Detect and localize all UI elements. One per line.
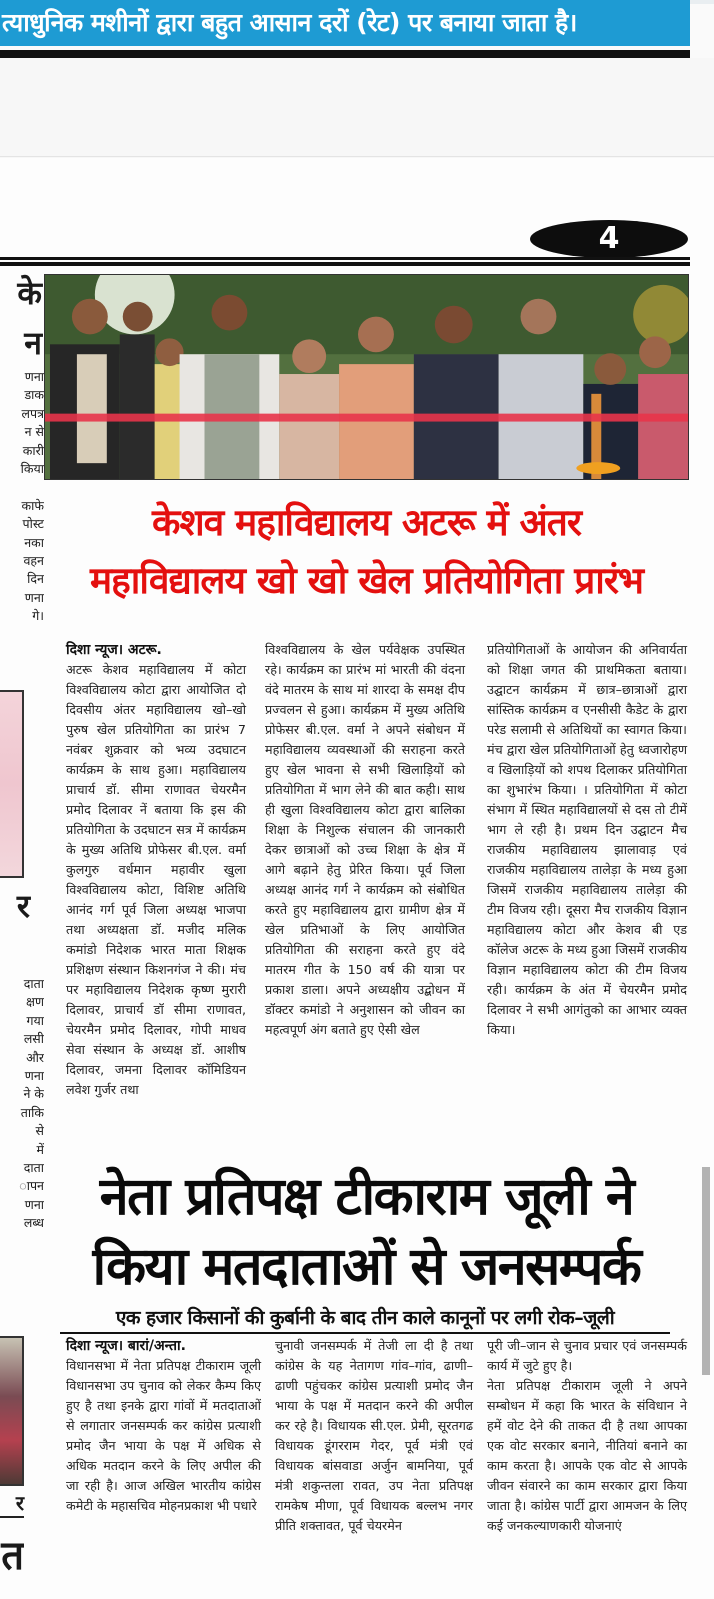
divider: [0, 262, 690, 266]
clipped-text-line: पोस्ट: [22, 516, 44, 532]
headline-line: केशव महाविद्यालय अटरू में अंतर: [152, 501, 581, 544]
clipped-headline: र: [16, 887, 30, 925]
advertisement-banner: त्याधुनिक मशीनों द्वारा बहुत आसान दरों (रेट) पर बनाया जाता है।: [0, 0, 690, 46]
scrollbar-thumb[interactable]: [702, 1167, 710, 1375]
headline-line: नेता प्रतिपक्ष टीकाराम जूली ने: [99, 1167, 634, 1227]
clipped-text-line: णना: [24, 1196, 44, 1212]
clipped-text-line: ने के: [23, 1086, 44, 1102]
article-column: [66, 640, 246, 1100]
clipped-text-line: णना: [24, 1068, 44, 1084]
article-headline: [44, 1162, 689, 1302]
clipped-text-line: न से: [24, 424, 44, 440]
clipped-image: [0, 690, 24, 878]
clipped-text-line: दिन: [27, 571, 44, 587]
article-text: अटरू केशव महाविद्यालय में कोटा विश्वविद्यालय कोटा द्वारा आयोजित दो दिवसीय अंतर महाविद्यालय खो–खो पुरुष खेल प्रतियोगिता का प्रारंभ 7 नवंबर शुक्रवार को भव्य उदघाटन कार्यक्रम के साथ हुआ। महाविद्यालय प्राचार्य डॉ. सीमा राणावत चेयरमैन प्रमोद दिलावर नें बताया कि इस की प्रतियोगिता के उदघाटन सत्र में कार्यक्रम के मुख्य अतिथि प्रोफेसर बी.एल. वर्मा कुलगुरु वर्धमान महावीर खुला विश्वविद्यालय कोटा, विशिष्ट अतिथि आनंद गर्ग पूर्व जिला अध्यक्ष भाजपा तथा अध्यक्षता डॉ. मजीद मलिक कमांडो निदेशक भारत माता शिक्षक प्रशिक्षण संस्थान किशनगंज ने की। मंच पर महाविद्यालय निदेशक कृष्ण मुरारी दिलावर, प्राचार्य डॉ सीमा राणावत, चेयरमैन प्रमोद दिलावर, गोपी माधव सेवा संस्थान के अध्यक्ष डॉ. आशीष दिलावर, जमना दिलावर कॉमिडियन लवेश गुर्जर तथा: [66, 662, 246, 1097]
headline-line: किया मतदाताओं से जनसम्पर्क: [92, 1237, 641, 1297]
clipped-subheadline: र: [0, 1490, 24, 1518]
divider: [0, 257, 690, 260]
byline: दिशा न्यूज। अटरू.: [66, 642, 162, 658]
article-text: विधानसभा में नेता प्रतिपक्ष टीकाराम जूली विधानसभा उप चुनाव को लेकर कैम्प किए हुए है तथा इनके द्वारा गांवों में मतदाताओं से लगातार जनसम्पर्क कर कांग्रेस प्रत्याशी प्रमोद जैन भाया के पक्ष में अधिक से अधिक मतदान करने के लिए अपील की जा रही है। आज अखिल भारतीय कांग्रेस कमेटी के महासचिव मोहनप्रकाश भी पधारे: [66, 1358, 261, 1513]
clipped-text-line: गे।: [32, 608, 44, 624]
ribbon-cutting-photo: [44, 274, 689, 480]
article-text: विश्वविद्यालय के खेल पर्यवेक्षक उपस्थित रहे। कार्यक्रम का प्रारंभ मां भारती की वंदना वंदे मातरम के साथ मां शारदा के समक्ष दीप प्रज्वलन से हुआ। कार्यक्रम में मुख्य अतिथि प्रोफेसर बी.एल. वर्मा ने अपने संबोधन में महाविद्यालय व्यवस्थाओं की सराहना करते हुए खेल भावना से सभी खिलाड़ियों को प्रतियोगिता में भाग लेने की बात कही। साथ ही खुला विश्वविद्यालय कोटा द्वारा बालिका शिक्षा के निशुल्क संचालन की जानकारी देकर छात्राओं को उच्च शिक्षा के क्षेत्र में आगे बढ़ाने हेतु प्रेरित किया। पूर्व जिला अध्यक्ष आनंद गर्ग ने कार्यक्रम को संबोधित करते हुए महाविद्यालय द्वारा ग्रामीण क्षेत्र में खेल प्रतिभाओं के लिए आयोजित प्रतियोगिता की सराहना करते हुए वंदे मातरम गीत के 150 वर्ष की यात्रा पर प्रकाश डाला। अपने अध्यक्षीय उद्बोधन में डॉक्टर कमांडो ने अनुशासन को जीवन का महत्वपूर्ण अंग बताते हुए ऐसी खेल: [265, 642, 465, 1037]
clipped-text: [0, 975, 44, 1233]
byline: दिशा न्यूज। बारां/अन्ता.: [66, 1338, 186, 1354]
article-column: [487, 640, 687, 1040]
clipped-text-line: दाता: [23, 976, 44, 991]
clipped-text-line: किया: [20, 461, 44, 477]
article-text: नेता प्रतिपक्ष टीकाराम जूली ने अपने सम्बोधन में कहा कि भारत के संविधान ने हमें वोट देने की ताकत दी है तथा आपका एक वोट सरकार बनाने, नीतियां बनाने का काम करता है। आपके एक वोट से आपके जीवन संवारने का काम सरकार द्वारा किया जाता है। कांग्रेस पार्टी द्वारा आमजन के लिए कई जनकल्याणकारी योजनाएं: [487, 1378, 687, 1533]
clipped-text-line: नका: [24, 534, 44, 550]
article-text: पूरी जी–जान से चुनाव प्रचार एवं जनसम्पर्क कार्य में जुटे हुए है।: [487, 1338, 687, 1373]
clipped-image: [0, 1336, 24, 1486]
divider: [0, 50, 690, 58]
clipped-text-line: गया: [26, 1012, 44, 1028]
article-subheadline: एक हजार किसानों की कुर्बानी के बाद तीन काले कानूनों पर लगी रोक–जूली: [60, 1304, 670, 1334]
clipped-text-line: णना: [24, 369, 44, 384]
clipped-text-line: डाक: [24, 387, 44, 403]
clipped-text-line: दाता: [23, 1160, 44, 1176]
clipped-headline-line: के: [17, 274, 42, 312]
article-headline: [44, 494, 689, 610]
clipped-text-line: और: [26, 1049, 44, 1065]
clipped-text-line: से: [35, 1123, 44, 1139]
clipped-text-line: क्षण: [25, 994, 44, 1010]
clipped-text-line: कारी: [22, 442, 44, 458]
clipped-text-line: काफे: [21, 497, 44, 513]
previous-article-clipped: [0, 268, 44, 626]
clipped-headline-line: न: [24, 324, 42, 362]
clipped-text-line: [0, 478, 44, 496]
clipped-text-line: ताकि: [20, 1104, 44, 1120]
article-column: [487, 1336, 687, 1536]
article-text: प्रतियोगिताओं के आयोजन की अनिवार्यता को शिक्षा जगत की प्राथमिकता बताया। उद्घाटन कार्यक्रम में छात्र–छात्राओं द्वारा सांस्तिक कार्यक्रम व एनसीसी कैडेट के द्वारा परेड सलामी से अतिथियों का स्वागत किया। मंच द्वारा खेल प्रतियोगिताओं हेतु ध्वजारोहण व खिलाड़ियों को शपथ दिलाकर प्रतियोगिता का शुभारंभ किया। । प्रतियोगिता में कोटा संभाग में स्थित महाविद्यालयों से दस तो टीमें भाग ले रही है। प्रथम दिन उद्घाटन मैच राजकीय महाविद्यालय झालावाड़ एवं राजकीय महाविद्यालय तालेड़ा के मध्य हुआ जिसमें राजकीय महाविद्यालय तालेड़ा की टीम विजय रही। दूसरा मैच राजकीय विज्ञान महाविद्यालय कोटा और केशव बी एड कॉलेज अटरू के मध्य हुआ जिसमें राजकीय विज्ञान महाविद्यालय कोटा की टीम विजय रही। कार्यक्रम के अंत में चेयरमैन प्रमोद दिलावर ने सभी आगंतुको का आभार व्यक्त किया।: [487, 642, 687, 1037]
clipped-text-line: वहन: [23, 553, 44, 569]
page-number: 4: [530, 220, 688, 258]
divider: [0, 156, 714, 157]
article-column: [275, 1336, 473, 1536]
clipped-text-line: लसी: [23, 1031, 44, 1047]
headline-line: महाविद्यालय खो खो खेल प्रतियोगिता प्रारंभ: [89, 559, 644, 602]
clipped-headline: त: [1, 1533, 24, 1579]
page-gap: [0, 58, 714, 158]
clipped-text-line: में: [36, 1141, 44, 1157]
article-column: [66, 1336, 261, 1516]
clipped-text: [0, 368, 44, 626]
article-text: चुनावी जनसम्पर्क में तेजी ला दी है तथा कांग्रेस के यह नेतागण गांव–गांव, ढाणी–ढाणी पहुंचकर कांग्रेस प्रत्याशी प्रमोद जैन भाया के पक्ष में मतदान करने की अपील कर रहे है। विधायक सी.एल. प्रेमी, सूरतगढ विधायक डूंगरराम गेदर, पूर्व मंत्री एवं विधायक बांसवाडा अर्जुन बामनिया, पूर्व मंत्री शकुन्तला रावत, उप नेता प्रतिपक्ष रामकेष मीणा, पूर्व विधायक बल्लभ नगर प्रीति शक्तावत, पूर्व चेयरमेन: [275, 1338, 473, 1533]
clipped-text-line: लपत्र: [21, 405, 44, 421]
article-column: [265, 640, 465, 1040]
clipped-text-line: णना: [24, 589, 44, 605]
clipped-text-line: लब्ध: [23, 1215, 44, 1231]
clipped-text-line: ापन: [19, 1178, 44, 1194]
